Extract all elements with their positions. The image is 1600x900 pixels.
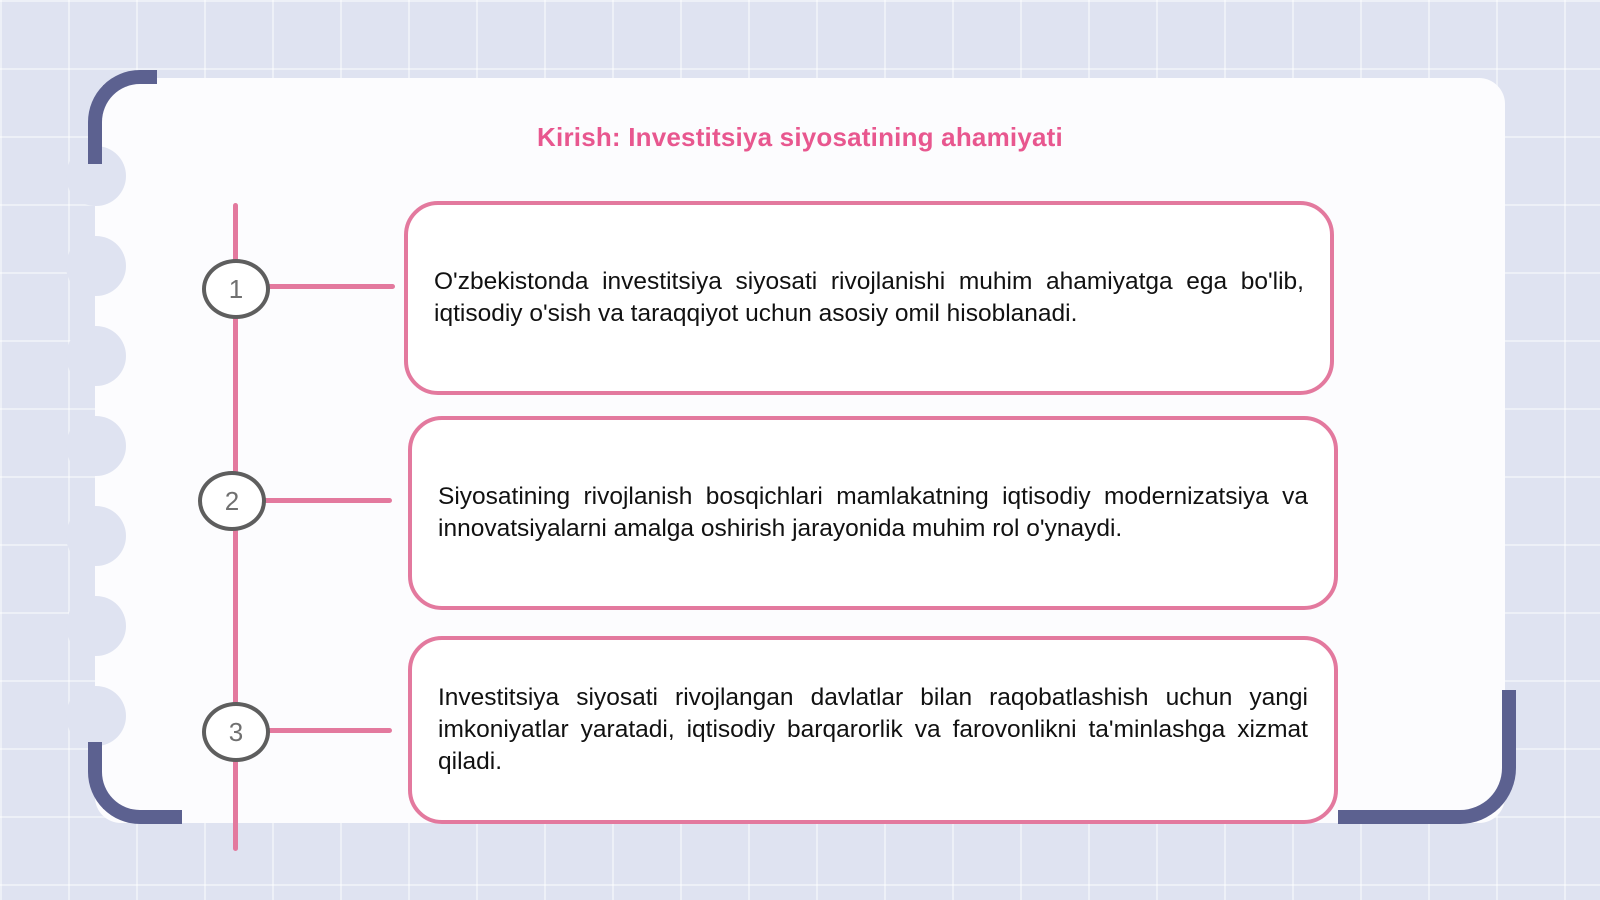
info-box xyxy=(408,636,1338,824)
slide-title: Kirish: Investitsiya siyosatining ahamiyati xyxy=(537,122,1063,152)
info-box xyxy=(408,416,1338,610)
scallop-decoration xyxy=(66,686,126,746)
info-text: Investitsiya siyosati rivojlangan davlatlar bilan raqobatlashish uchun yangi imkoniyatlar yaratadi, iqtisodiy barqarorlik va farovonlikni ta'minlashga xizmat qiladi. xyxy=(438,684,1308,775)
info-box xyxy=(404,201,1334,395)
step-number: 1 xyxy=(228,273,244,304)
timeline-connector xyxy=(265,728,392,733)
timeline-connector xyxy=(262,498,392,503)
step-number-circle xyxy=(202,259,270,319)
step-number-circle xyxy=(202,702,270,762)
corner-bracket-bottom-right xyxy=(1338,690,1516,824)
step-number: 2 xyxy=(224,485,240,516)
scallop-decoration xyxy=(66,506,126,566)
step-number-circle xyxy=(198,471,266,531)
scallop-decoration xyxy=(66,596,126,656)
step-number: 3 xyxy=(228,716,244,747)
scallop-decoration xyxy=(66,326,126,386)
info-text: O'zbekistonda investitsiya siyosati rivojlanishi muhim ahamiyatga ega bo'lib, iqtisodiy o'sish va taraqqiyot uchun asosiy omil hisoblanadi. xyxy=(434,268,1304,327)
info-text: Siyosatining rivojlanish bosqichlari mamlakatning iqtisodiy modernizatsiya va innovatsiyalarni amalga oshirish jarayonida muhim rol o'ynaydi. xyxy=(438,483,1308,542)
scallop-decoration xyxy=(66,236,126,296)
timeline-connector xyxy=(265,284,395,289)
scallop-decoration xyxy=(66,416,126,476)
